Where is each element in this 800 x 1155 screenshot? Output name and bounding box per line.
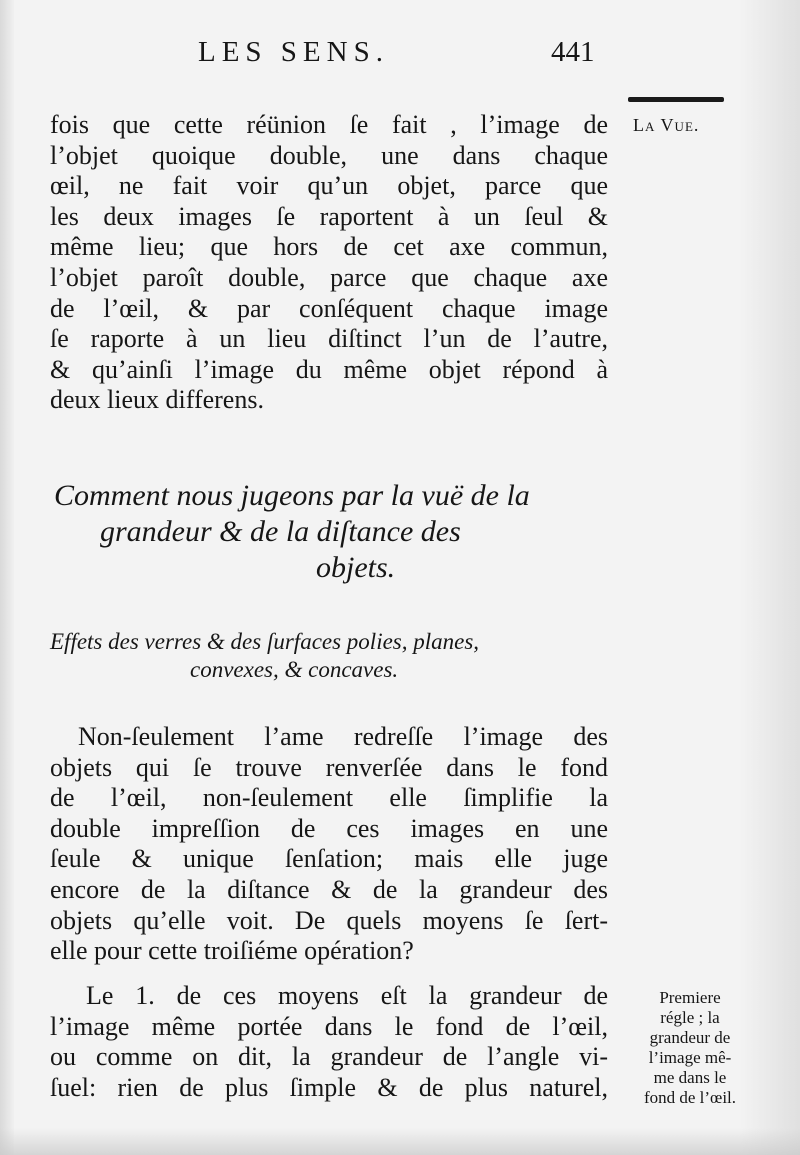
- page-bottom-shadow: [0, 1128, 800, 1155]
- text-line: même lieu; que hors de cet axe commun,: [50, 232, 608, 262]
- margin-note-line: grandeur de: [649, 1028, 731, 1047]
- text-line: l’image même portée dans le fond de l’œil,: [50, 1011, 608, 1041]
- text-line: Non-ſeulement l’ame redreſſe l’image des: [78, 722, 608, 751]
- margin-note-line: Premiere: [659, 988, 721, 1007]
- page-gutter-shadow: [0, 0, 14, 1155]
- page-number: 441: [551, 36, 595, 68]
- text-line: elle pour cette troiſiéme opération?: [50, 936, 414, 966]
- paragraph: [50, 722, 608, 967]
- text-line: ſuel: rien de plus ſimple & de plus naturel,: [50, 1072, 608, 1102]
- margin-section-title: La Vue.: [633, 115, 700, 135]
- text-line: encore de la diſtance & de la grandeur des: [50, 874, 608, 904]
- text-line: Le 1. de ces moyens eſt la grandeur de: [86, 981, 608, 1010]
- text-line: deux lieux differens.: [50, 385, 264, 415]
- text-line: de l’œil, non-ſeulement elle ſimplifie la: [50, 783, 608, 813]
- section-heading: [54, 478, 614, 586]
- text-line: double impreſſion de ces images en une: [50, 813, 608, 843]
- text-line: objets qui ſe trouve renverſée dans le fond: [50, 752, 608, 782]
- margin-note-line: régle ; la: [660, 1008, 720, 1027]
- text-line: l’objet paroît double, parce que chaque axe: [50, 262, 608, 292]
- margin-rule: [628, 97, 724, 102]
- text-line: de l’œil, & par conſéquent chaque image: [50, 293, 608, 323]
- paragraph-continued: [50, 110, 608, 416]
- heading-line: grandeur & de la diſtance des: [100, 515, 461, 548]
- text-line: fois que cette réünion ſe fait , l’image de: [50, 110, 608, 139]
- margin-note: [614, 988, 766, 1108]
- text-line: ou comme on dit, la grandeur de l’angle vi-: [50, 1042, 608, 1072]
- subheading-line: Effets des verres & des ſurfaces polies, planes,: [50, 629, 480, 654]
- text-line: ſeule & unique ſenſation; mais elle juge: [50, 844, 608, 874]
- heading-line: Comment nous jugeons par la vuë de la: [54, 479, 530, 512]
- margin-note-line: fond de l’œil.: [643, 1088, 737, 1107]
- page-edge-shadow: [740, 0, 800, 1155]
- text-line: & qu’ainſi l’image du même objet répond à: [50, 354, 608, 384]
- subheading-line: convexes, & concaves.: [190, 657, 399, 682]
- text-line: œil, ne fait voir qu’un objet, parce que: [50, 171, 608, 201]
- heading-line: objets.: [316, 551, 396, 584]
- text-line: l’objet quoique double, une dans chaque: [50, 140, 608, 170]
- text-line: les deux images ſe raportent à un ſeul &: [50, 201, 608, 231]
- running-title: LES SENS.: [198, 36, 389, 68]
- text-line: objets qu’elle voit. De quels moyens ſe ſert-: [50, 905, 608, 935]
- section-subheading: [50, 628, 610, 684]
- paragraph: [50, 981, 608, 1103]
- margin-note-line: me dans le: [653, 1068, 727, 1087]
- running-head: [0, 36, 800, 76]
- margin-note-line: l’image mê-: [648, 1048, 732, 1067]
- text-line: ſe raporte à un lieu diſtinct l’un de l’autre,: [50, 324, 608, 354]
